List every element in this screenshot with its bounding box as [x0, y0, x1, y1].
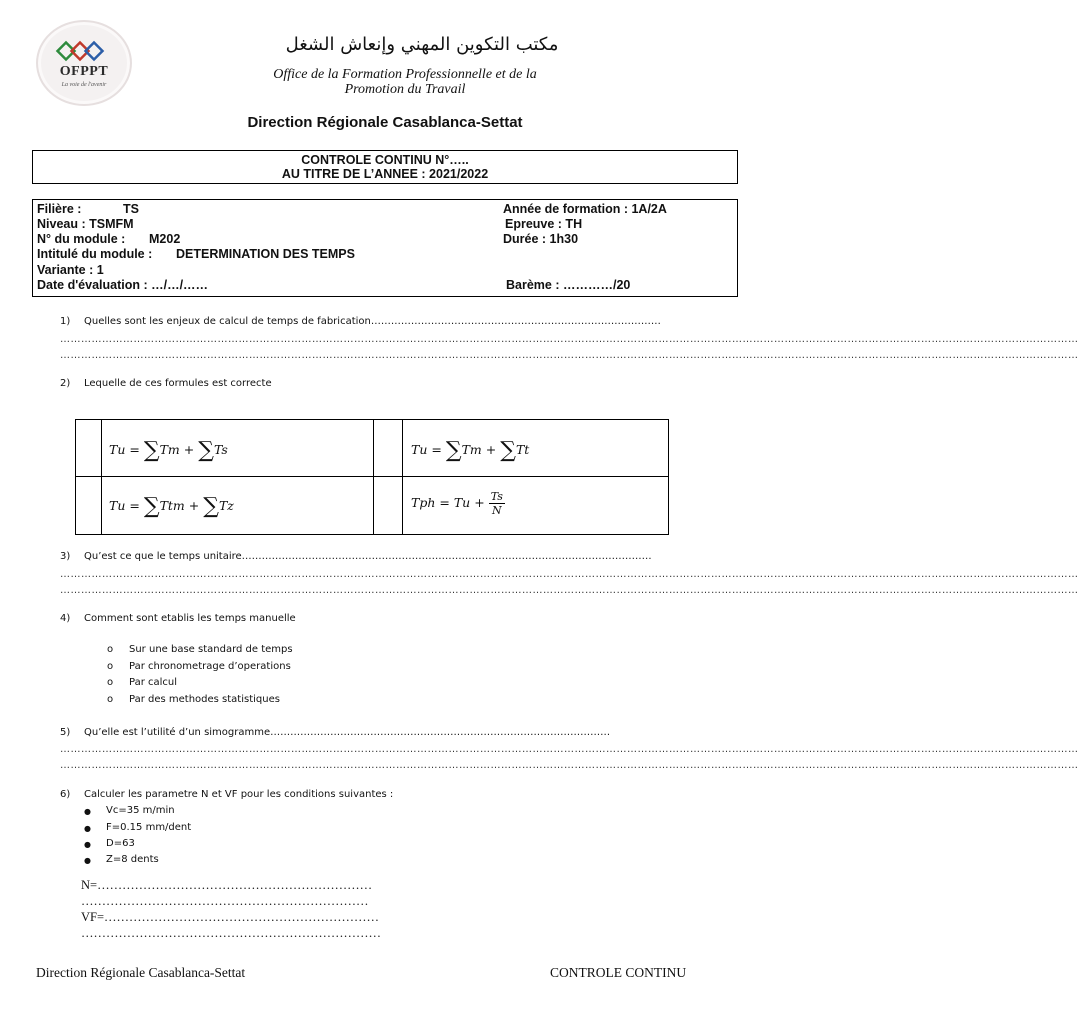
- formula-option-3[interactable]: Tu = ∑Ttm + ∑Tz: [109, 494, 234, 519]
- condition-item: D=63: [106, 838, 135, 849]
- question-number: 1): [60, 316, 71, 327]
- question-text: Calculer les parametre N et VF pour les conditions suivantes :: [84, 789, 394, 800]
- exam-title-box: [32, 150, 738, 184]
- logo-text: OFPPT: [59, 64, 109, 79]
- circle-bullet-icon: o: [107, 644, 114, 655]
- filiere-value: TS: [123, 202, 139, 216]
- table-divider: [402, 420, 403, 534]
- bareme: Barème : …………/20: [506, 278, 631, 292]
- question-text: Lequelle de ces formules est correcte: [84, 378, 272, 389]
- footer-direction: Direction Régionale Casablanca-Settat: [36, 965, 246, 980]
- answer-line[interactable]: …………………………………………………………………………………………………………………………………………………………………………………………………………………………………………………………………: [60, 585, 1079, 596]
- bullet-icon: ●: [84, 840, 91, 849]
- question-number: 5): [60, 727, 71, 738]
- question-text: Qu’elle est l’utilité d’un simogramme…………………………………………………………………………………………: [84, 727, 611, 738]
- question-text: Quelles sont les enjeux de calcul de temps de fabrication……………………………………………………………………………: [84, 316, 661, 327]
- office-title: [240, 67, 570, 97]
- question-text: Qu’est ce que le temps unitaire……………………………………………………………………………………………………………: [84, 551, 652, 562]
- exam-title-line-1: CONTROLE CONTINU N°…..: [301, 153, 469, 167]
- n-answer-continuation[interactable]: ……………………………………………………………: [81, 894, 369, 908]
- formula-option-1[interactable]: Tu = ∑Tm + ∑Ts: [109, 438, 228, 463]
- intitule-label: Intitulé du module :: [37, 247, 153, 261]
- option-label[interactable]: Par calcul: [129, 677, 178, 688]
- arabic-title: مكتب التكوين المهني وإنعاش الشغل: [285, 34, 559, 55]
- question-number: 6): [60, 789, 71, 800]
- circle-bullet-icon: o: [107, 694, 114, 705]
- table-divider: [373, 420, 374, 534]
- office-line-2: Promotion du Travail: [344, 82, 466, 97]
- bullet-icon: ●: [84, 856, 91, 865]
- logo-tagline: La voie de l'avenir: [61, 82, 107, 88]
- option-label[interactable]: Par des methodes statistiques: [129, 694, 280, 705]
- bullet-icon: ●: [84, 824, 91, 833]
- answer-line[interactable]: …………………………………………………………………………………………………………………………………………………………………………………………………………………………………………………………………: [60, 334, 1079, 345]
- question-number: 4): [60, 613, 71, 624]
- answer-line[interactable]: …………………………………………………………………………………………………………………………………………………………………………………………………………………………………………………………………: [60, 569, 1079, 580]
- option-label[interactable]: Par chronometrage d’operations: [129, 661, 291, 672]
- n-answer-field[interactable]: N=…………………………………………………………: [81, 878, 373, 892]
- table-divider: [76, 476, 668, 477]
- question-number: 3): [60, 551, 71, 562]
- exam-title-line-2: AU TITRE DE L’ANNEE : 2021/2022: [281, 167, 489, 181]
- bullet-icon: ●: [84, 807, 91, 816]
- footer-exam-type: CONTROLE CONTINU: [550, 965, 687, 980]
- fraction: $\frac{Ts}{N}$: [490, 490, 503, 517]
- ofppt-logo: [36, 20, 132, 106]
- vf-answer-continuation[interactable]: ………………………………………………………………: [81, 926, 381, 940]
- exam-info-box: [32, 199, 738, 297]
- variante: Variante : 1: [37, 263, 104, 277]
- question-number: 2): [60, 378, 71, 389]
- ofppt-logo-mark-icon: [56, 40, 112, 62]
- answer-line[interactable]: …………………………………………………………………………………………………………………………………………………………………………………………………………………………………………………………………: [60, 760, 1079, 771]
- answer-line[interactable]: …………………………………………………………………………………………………………………………………………………………………………………………………………………………………………………………………: [60, 350, 1079, 361]
- date-evaluation: Date d'évaluation : …/…/……: [37, 278, 209, 292]
- circle-bullet-icon: o: [107, 677, 114, 688]
- table-divider: [101, 420, 102, 534]
- vf-answer-field[interactable]: VF=…………………………………………………………: [81, 910, 380, 924]
- intitule-value: DETERMINATION DES TEMPS: [176, 247, 355, 261]
- formula-option-4[interactable]: Tph = Tu + $\frac{Ts}{N}$: [411, 490, 503, 517]
- option-label[interactable]: Sur une base standard de temps: [129, 644, 293, 655]
- condition-item: Vc=35 m/min: [106, 805, 175, 816]
- module-label: N° du module :: [37, 232, 126, 246]
- module-value: M202: [149, 232, 181, 246]
- formula-option-2[interactable]: Tu = ∑Tm + ∑Tt: [411, 438, 530, 463]
- answer-line[interactable]: …………………………………………………………………………………………………………………………………………………………………………………………………………………………………………………………………: [60, 744, 1079, 755]
- circle-bullet-icon: o: [107, 661, 114, 672]
- formula-table: [75, 419, 669, 535]
- question-text: Comment sont etablis les temps manuelle: [84, 613, 296, 624]
- condition-item: F=0.15 mm/dent: [106, 822, 192, 833]
- filiere-label: Filière :: [37, 202, 82, 216]
- epreuve: Epreuve : TH: [505, 217, 583, 231]
- office-line-1: Office de la Formation Professionnelle et de la: [273, 67, 537, 82]
- direction-title: Direction Régionale Casablanca-Settat: [247, 114, 523, 131]
- niveau: Niveau : TSMFM: [37, 217, 134, 231]
- duree: Durée : 1h30: [503, 232, 579, 246]
- annee-formation: Année de formation : 1A/2A: [503, 202, 667, 216]
- condition-item: Z=8 dents: [106, 854, 159, 865]
